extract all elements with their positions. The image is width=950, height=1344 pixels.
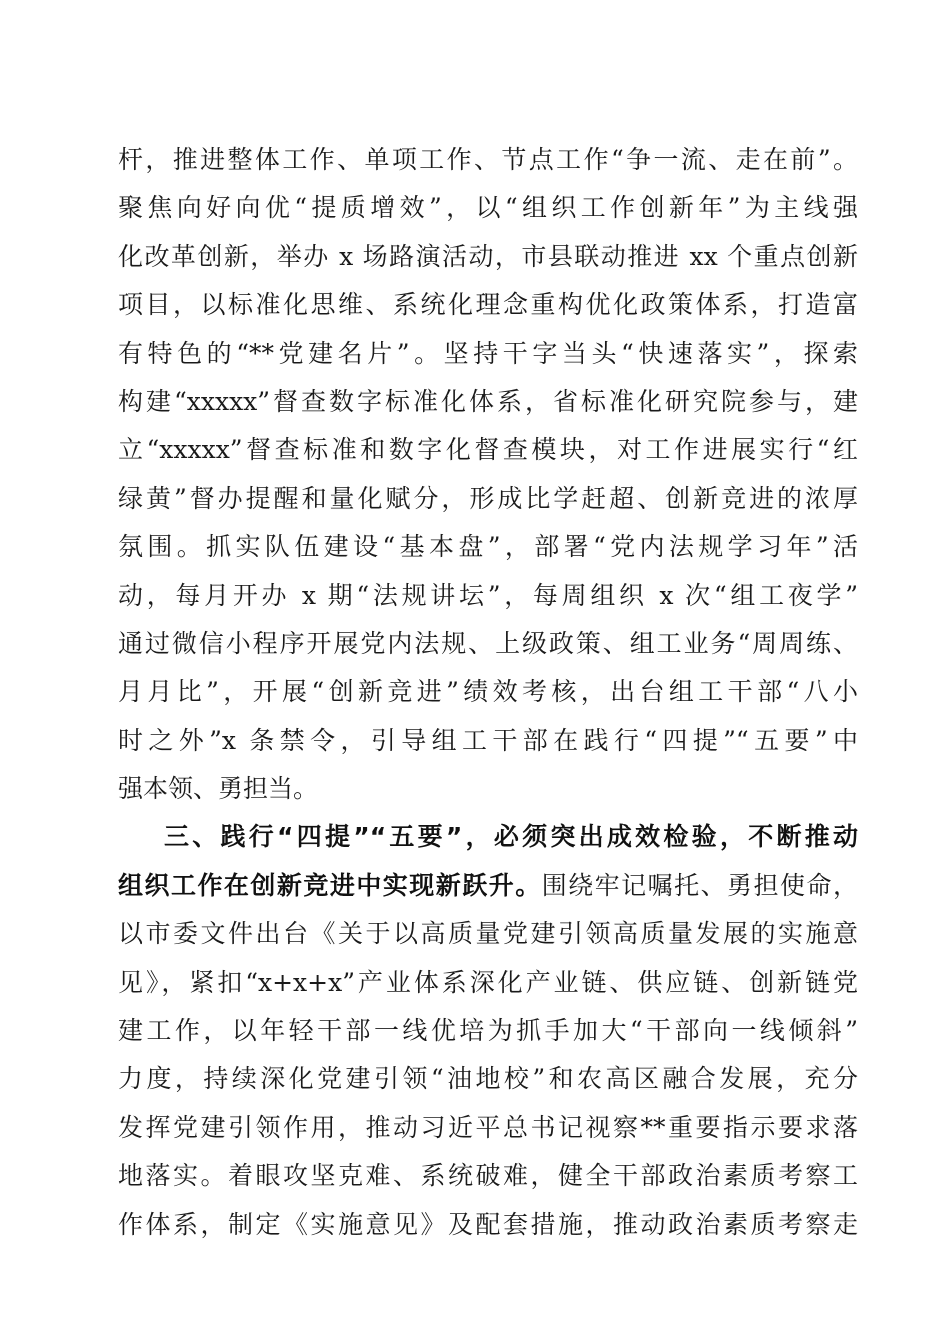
text-line: 绿黄”督办提醒和量化赋分，形成比学赶超、创新竞进的浓厚 bbox=[118, 483, 858, 513]
text-line: 作体系，制定《实施意见》及配套措施，推动政治素质考察走 bbox=[118, 1209, 858, 1239]
text-line: 建工作，以年轻干部一线优培为抓手加大“干部向一线倾斜” bbox=[118, 1016, 858, 1046]
text-line: 力度，持续深化党建引领“油地校”和农高区融合发展，充分 bbox=[118, 1064, 858, 1094]
text-line: 氛围。抓实队伍建设“基本盘”，部署“党内法规学习年”活 bbox=[118, 532, 858, 562]
text-line: 发挥党建引领作用，推动习近平总书记视察**重要指示要求落 bbox=[118, 1112, 858, 1142]
text-line: 时之外”x 条禁令，引导组工干部在践行“四提”“五要”中 bbox=[118, 725, 858, 755]
text-line: 杆，推进整体工作、单项工作、节点工作“争一流、走在前”。 bbox=[118, 145, 858, 174]
text-line: 以市委文件出台《关于以高质量党建引领高质量发展的实施意 bbox=[118, 919, 858, 949]
text-line: 化改革创新，举办 x 场路演活动，市县联动推进 xx 个重点创新 bbox=[118, 241, 858, 271]
text-line: 聚焦向好向优“提质增效”，以“组织工作创新年”为主线强 bbox=[118, 193, 858, 223]
text-line: 地落实。着眼攻坚克难、系统破难，健全干部政治素质考察工 bbox=[118, 1161, 858, 1191]
text-line: 见》，紧扣“x+x+x”产业体系深化产业链、供应链、创新链党 bbox=[118, 967, 858, 997]
text-line: 立“xxxxx”督查标准和数字化督查模块，对工作进展实行“红 bbox=[118, 435, 858, 465]
text-line: 动，每月开办 x 期“法规讲坛”，每周组织 x 次“组工夜学” bbox=[118, 580, 858, 610]
paragraph-1 bbox=[118, 136, 858, 813]
text-line: 月月比”，开展“创新竞进”绩效考核，出台组工干部“八小 bbox=[118, 677, 858, 707]
text-line: 项目，以标准化思维、系统化理念重构优化政策体系，打造富 bbox=[118, 290, 858, 320]
text-line bbox=[118, 862, 858, 910]
paragraph-2 bbox=[118, 813, 858, 1249]
text-line: 通过微信小程序开展党内法规、上级政策、组工业务“周周练、 bbox=[118, 628, 858, 658]
text-run: 围绕牢记嘱托、勇担使命， bbox=[541, 870, 858, 900]
section-heading-line: 三、践行“四提”“五要”，必须突出成效检验，不断推动 bbox=[164, 822, 858, 852]
section-heading-tail: 组织工作在创新竞进中实现新跃升。 bbox=[118, 870, 542, 900]
text-line: 有特色的“**党建名片”。坚持干字当头“快速落实”，探索 bbox=[118, 338, 859, 368]
text-line: 构建“xxxxx”督查数字标准化体系，省标准化研究院参与，建 bbox=[118, 386, 858, 416]
text-line: 强本领、勇担当。 bbox=[118, 774, 319, 804]
document-body bbox=[118, 136, 858, 1249]
